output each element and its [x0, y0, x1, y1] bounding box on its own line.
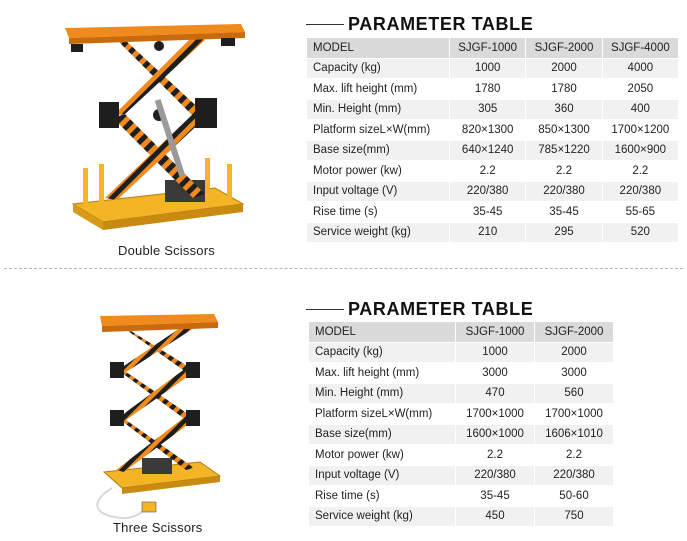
- table-cell: 1000: [450, 58, 526, 79]
- table-cell: 560: [535, 383, 613, 404]
- row-label: Capacity (kg): [309, 342, 456, 363]
- heading-rule: [306, 309, 344, 310]
- table-cell: 210: [450, 222, 526, 242]
- row-label: Base size(mm): [307, 140, 450, 161]
- table-cell: 2.2: [526, 161, 602, 182]
- table-row: [309, 424, 614, 445]
- row-label: Service weight (kg): [309, 506, 456, 526]
- heading-title: PARAMETER TABLE: [348, 14, 534, 34]
- table-row: [307, 79, 679, 100]
- table-cell: 1000: [456, 342, 535, 363]
- table-cell: 360: [526, 99, 602, 120]
- table-cell: 220/380: [450, 181, 526, 202]
- table-cell: 400: [602, 99, 678, 120]
- table-row: [307, 181, 679, 202]
- table-row: [309, 445, 614, 466]
- table-row: [307, 99, 679, 120]
- table-row: [307, 161, 679, 182]
- table-cell: 35-45: [450, 202, 526, 223]
- table-row: [307, 120, 679, 141]
- table-cell: 35-45: [456, 486, 535, 507]
- column-header: MODEL: [309, 322, 456, 343]
- row-label: Min. Height (mm): [307, 99, 450, 120]
- column-header: SJGF-1000: [456, 322, 535, 343]
- table-cell: 1700×1000: [456, 404, 535, 425]
- table-row: [307, 58, 679, 79]
- column-header: SJGF-2000: [535, 322, 613, 343]
- three-scissors-lift-image: [82, 310, 228, 522]
- row-label: Max. lift height (mm): [309, 363, 456, 384]
- row-label: Min. Height (mm): [309, 383, 456, 404]
- table-cell: 850×1300: [526, 120, 602, 141]
- row-label: Motor power (kw): [307, 161, 450, 182]
- table-cell: 1700×1200: [602, 120, 678, 141]
- table-cell: 470: [456, 383, 535, 404]
- double-scissors-lift-image: [55, 18, 255, 240]
- table-cell: 55-65: [602, 202, 678, 223]
- table-cell: 1780: [450, 79, 526, 100]
- row-label: Base size(mm): [309, 424, 456, 445]
- table-cell: 3000: [456, 363, 535, 384]
- illustration-caption: Double Scissors: [118, 243, 215, 258]
- table-cell: 3000: [535, 363, 613, 384]
- three-scissors-section: [0, 280, 687, 541]
- table-cell: 785×1220: [526, 140, 602, 161]
- row-label: Rise time (s): [307, 202, 450, 223]
- table-cell: 2.2: [456, 445, 535, 466]
- table-row: [309, 465, 614, 486]
- row-label: Motor power (kw): [309, 445, 456, 466]
- table-cell: 450: [456, 506, 535, 526]
- table-cell: 2.2: [602, 161, 678, 182]
- table-cell: 4000: [602, 58, 678, 79]
- column-header: MODEL: [307, 38, 450, 59]
- heading-title: PARAMETER TABLE: [348, 299, 534, 319]
- table-cell: 220/380: [602, 181, 678, 202]
- row-label: Input voltage (V): [307, 181, 450, 202]
- table-cell: 750: [535, 506, 613, 526]
- parameter-table-heading: [306, 299, 533, 320]
- table-cell: 2050: [602, 79, 678, 100]
- parameter-table: [308, 321, 613, 526]
- table-cell: 820×1300: [450, 120, 526, 141]
- table-cell: 640×1240: [450, 140, 526, 161]
- table-cell: 220/380: [456, 465, 535, 486]
- row-label: Service weight (kg): [307, 222, 450, 242]
- illustration-caption: Three Scissors: [113, 520, 203, 535]
- table-cell: 305: [450, 99, 526, 120]
- table-cell: 295: [526, 222, 602, 242]
- table-row: [309, 383, 614, 404]
- row-label: Rise time (s): [309, 486, 456, 507]
- table-cell: 520: [602, 222, 678, 242]
- table-cell: 2.2: [450, 161, 526, 182]
- double-scissors-section: [0, 0, 687, 265]
- row-label: Input voltage (V): [309, 465, 456, 486]
- table-cell: 2.2: [535, 445, 613, 466]
- table-row: [309, 342, 614, 363]
- row-label: Capacity (kg): [307, 58, 450, 79]
- section-divider: [4, 268, 683, 269]
- row-label: Platform sizeL×W(mm): [307, 120, 450, 141]
- table-cell: 1606×1010: [535, 424, 613, 445]
- table-cell: 2000: [535, 342, 613, 363]
- column-header: SJGF-4000: [602, 38, 678, 59]
- table-row: [307, 202, 679, 223]
- column-header: SJGF-2000: [526, 38, 602, 59]
- table-cell: 220/380: [535, 465, 613, 486]
- parameter-table: [306, 37, 678, 242]
- table-row: [307, 140, 679, 161]
- column-header: SJGF-1000: [450, 38, 526, 59]
- table-row: [307, 222, 679, 242]
- heading-rule: [306, 24, 344, 25]
- table-cell: 1600×1000: [456, 424, 535, 445]
- table-cell: 1600×900: [602, 140, 678, 161]
- parameter-table-heading: [306, 14, 533, 35]
- row-label: Platform sizeL×W(mm): [309, 404, 456, 425]
- table-cell: 220/380: [526, 181, 602, 202]
- table-header-row: [307, 38, 679, 59]
- table-cell: 1700×1000: [535, 404, 613, 425]
- table-row: [309, 486, 614, 507]
- table-row: [309, 506, 614, 526]
- table-cell: 1780: [526, 79, 602, 100]
- table-cell: 50-60: [535, 486, 613, 507]
- table-row: [309, 363, 614, 384]
- row-label: Max. lift height (mm): [307, 79, 450, 100]
- table-cell: 2000: [526, 58, 602, 79]
- table-header-row: [309, 322, 614, 343]
- table-row: [309, 404, 614, 425]
- table-cell: 35-45: [526, 202, 602, 223]
